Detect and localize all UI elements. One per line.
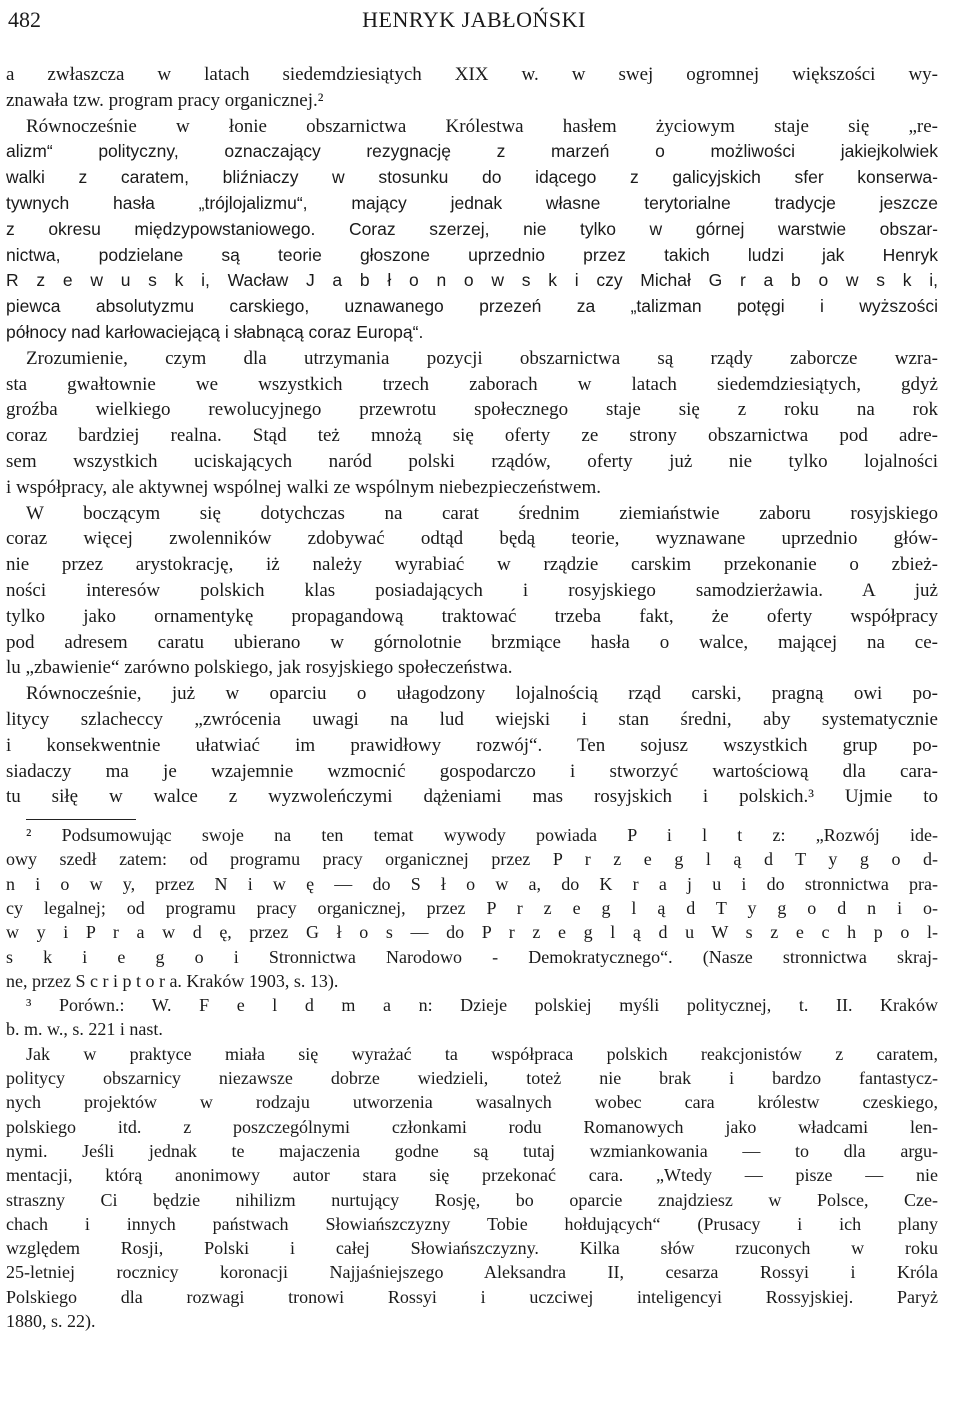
footnote-line: politycy obszarnicy niezawsze dobrze wiedzieli, toteż nie brak i bardzo fantastycz- (6, 1068, 938, 1089)
footnote-line: straszny Ci będzie nihilizm nurtujący Rosję, bo oparcie znajdziesz w Polsce, Cze- (6, 1189, 938, 1210)
text-line: coraz bardziej realna. Stąd też mnożą się oferty ze strony obszarnictwa pod adre- (6, 425, 938, 447)
text-line: piewca absolutyzmu carskiego, uznawanego przezeń za „talizman potęgi i wyższości (6, 296, 938, 317)
text-line: coraz więcej zwolenników zdobywać odtąd będą teorie, wyznawane uprzednio głów- (6, 528, 938, 550)
page-body (6, 62, 938, 1333)
page-number: 482 (8, 7, 41, 32)
footnote-line: ³ Porówn.: W. F e l d m a n: Dzieje polskiej myśli politycznej, t. II. Kraków (26, 995, 938, 1016)
text-line: tu siłę w walce z wyzwoleńczymi dążeniami mas rosyjskich i polskich.³ Ujmie to (6, 786, 938, 808)
footnote-line: owy szedł zatem: od programu pracy organicznej przez P r z e g l ą d T y g o d- (6, 849, 938, 870)
text-line: Zrozumienie, czym dla utrzymania pozycji obszarnictwa są rządy zaborcze wzra- (26, 347, 938, 369)
text-line: Równocześnie w łonie obszarnictwa Królestwa hasłem życiowym staje się „re- (26, 115, 938, 137)
running-head: HENRYK JABŁOŃSKI (362, 7, 586, 32)
footnote-divider (26, 819, 136, 820)
footnote-line: s k i e g o i Stronnictwa Narodowo - Demokratycznego“. (Nasze stronnictwa skraj- (6, 946, 938, 967)
text-line: ności interesów polskich klas posiadających i rosyjskiego samodzierżawia. A już (6, 579, 938, 601)
text-line: północy nad karłowaciejącą i słabnącą coraz Europą“. (6, 321, 424, 342)
footnote-line: mentacji, którą anonimowy autor stara się przekonać cara. „Wtedy — pisze — nie (6, 1165, 938, 1186)
text-line: groźba wielkiego rewolucyjnego przewrotu społecznego staje się z roku na rok (6, 399, 938, 421)
text-line: nictwa, podzielane są teorie głoszone uprzednio przez takich ludzi jak Henryk (6, 244, 938, 265)
footnote-line: 25-letniej rocznicy koronacji Najjaśniejszego Aleksandra II, cesarza Rossyi i Króla (6, 1262, 938, 1283)
text-line: lu „zbawienie“ zarówno polskiego, jak rosyjskiego społeczeństwa. (6, 657, 513, 679)
text-line: nie przez arystokrację, iż należy wyrabiać w rządzie carskim przekonanie o zbież- (6, 554, 938, 576)
text-line: sem wszystkich uciskających naród polski rządów, oferty już nie tylko lojalności (6, 450, 938, 472)
page-header (8, 4, 940, 36)
footnote-line: względem Rosji, Polski i całej Słowiańszczyzny. Kilka słów rzuconych w roku (6, 1238, 938, 1259)
footnote-line: ne, przez S c r i p t o r a. Kraków 1903, s. 13). (6, 970, 339, 991)
text-line: Równocześnie, już w oparciu o ułagodzony lojalnością rząd carski, pragną owi po- (26, 683, 938, 705)
text-line: walki z caratem, bliźniaczy w stosunku do idącego z galicyjskich sfer konserwa- (6, 167, 938, 188)
footnote-line: Polskiego dla rozwagi tronowi Rossyi i uczciwej inteligencyi Rossyjskiej. Paryż (6, 1286, 938, 1307)
footnote-line: n i o w y, przez N i w ę — do S ł o w a, do K r a j u i do stronnictwa pra- (6, 873, 938, 894)
text-line: znawała tzw. program pracy organicznej.² (6, 89, 324, 111)
footnote-line: cy legalnej; od programu pracy organicznej, przez P r z e g l ą d T y g o d n i o- (6, 898, 938, 918)
text-line: z okresu międzypowstaniowego. Coraz szerzej, nie tylko w górnej warstwie obszar- (6, 218, 938, 239)
text-line: sta gwałtownie we wszystkich trzech zaborach w latach siedemdziesiątych, gdyż (6, 373, 938, 395)
footnote-line: chach i innych państwach Słowiańszczyzny Tobie hołdujących“ (Prusacy i ich plany (6, 1213, 938, 1234)
text-line: pod adresem caratu ubierano w górnolotnie brzmiące hasła o walce, mającej na ce- (6, 631, 938, 653)
footnote-line: 1880, s. 22). (6, 1311, 96, 1332)
footnote-line: w y i P r a w d ę, przez G ł o s — do P r z e g l ą d u W s z e c h p o l- (6, 922, 938, 943)
footnote-line: nych projektów w rodzaju utworzenia wasalnych wobec cara królestw czeskiego, (6, 1092, 938, 1113)
text-line: tywnych hasła „trójlojalizmu“, mający jednak własne terytorialne tradycje jeszcze (6, 192, 938, 213)
footnote-line: b. m. w., s. 221 i nast. (6, 1019, 163, 1040)
text-line: W boczącym się dotychczas na carat średnim ziemiaństwie zaboru rosyjskiego (26, 502, 938, 524)
text-line: siadaczy ma je wzajemnie wzmocnić gospodarczo i stworzyć wartościową dla cara- (6, 760, 938, 782)
text-line: i współpracy, ale aktywnej wspólnej walki ze wspólnym niebezpieczeństwem. (6, 476, 601, 498)
text-line: tylko jako ornamentykę propagandową traktować trzeba fakt, że oferty współpracy (6, 605, 938, 627)
footnote-line: polskiego itd. z poszczególnymi członkami rodu Romanowych jako władcami len- (6, 1116, 938, 1137)
footnotes (6, 823, 938, 1333)
text-line: i konsekwentnie ułatwiać im prawidłowy rozwój“. Ten sojusz wszystkich grup po- (6, 734, 938, 756)
text-line: litycy szlacheccy „zwrócenia uwagi na lud wiejski i stan średni, aby systematycznie (6, 708, 938, 730)
text-line: a zwłaszcza w latach siedemdziesiątych XIX w. w swej ogromnej większości wy- (6, 64, 938, 85)
main-text (6, 62, 938, 810)
footnote-line: Jak w praktyce miała się wyrażać ta współpraca polskich reakcjonistów z caratem, (26, 1043, 938, 1064)
footnote-line: ² Podsumowując swoje na ten temat wywody powiada P i l t z: „Rozwój ide- (26, 825, 938, 846)
footnote-line: nymi. Jeśli jednak te majaczenia godne są tutaj wzmiankowania — to dla argu- (6, 1140, 938, 1161)
text-line: alizm“ polityczny, oznaczający rezygnację z marzeń o możliwości jakiejkolwiek (6, 141, 938, 162)
text-line: R z e w u s k i, Wacław J a b ł o n o w s k i czy Michał G r a b o w s k i, (6, 270, 938, 291)
